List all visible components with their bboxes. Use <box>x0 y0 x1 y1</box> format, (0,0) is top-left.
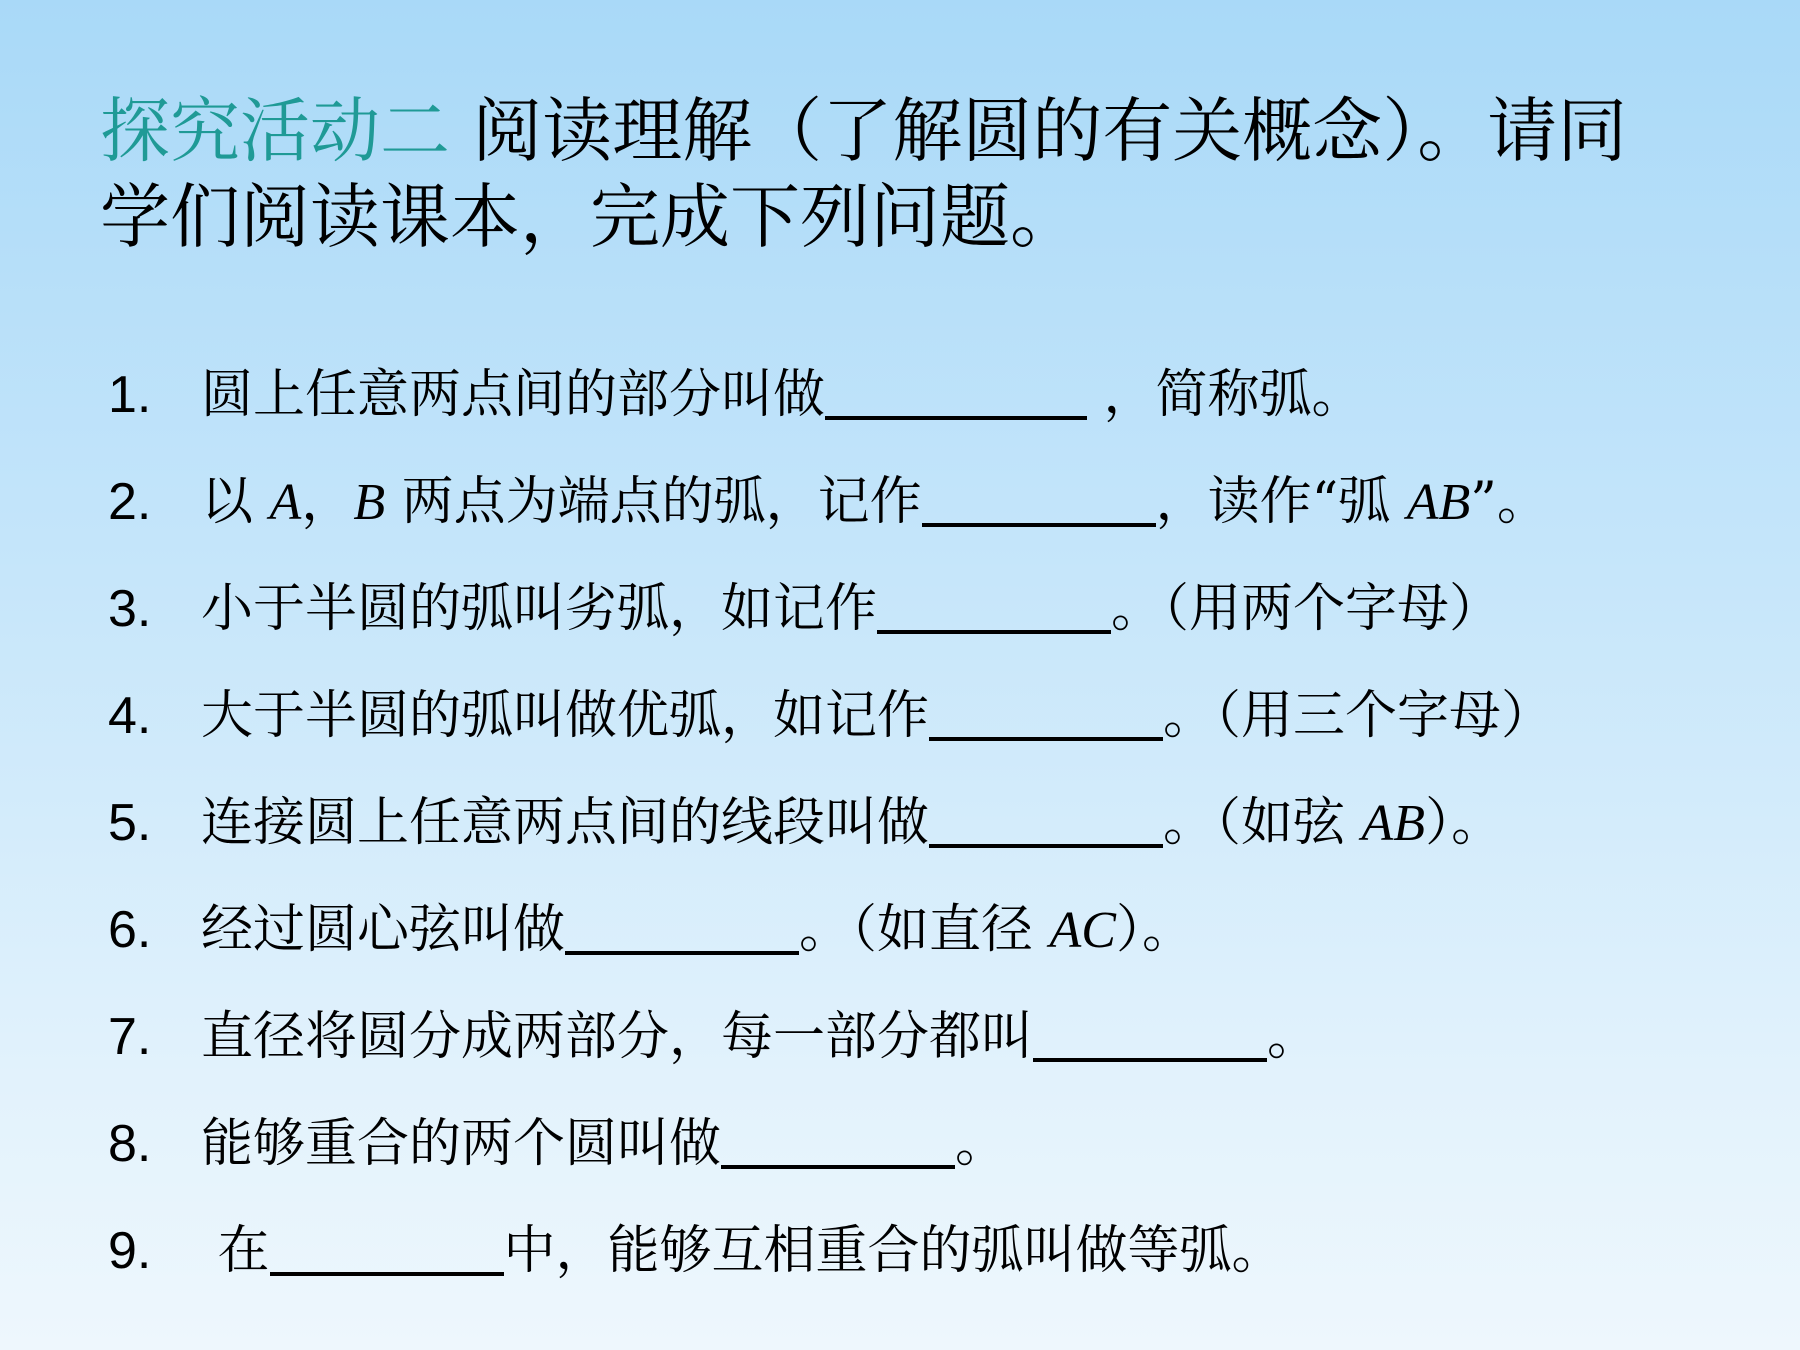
item-number: 6. <box>108 901 152 959</box>
item-number: 8. <box>108 1115 152 1173</box>
item-text: 连接圆上任意两点间的线段叫做 <box>201 793 930 853</box>
question-item-1 <box>108 352 1798 459</box>
letters-ac: AC <box>1049 902 1116 959</box>
item-text: 能够重合的两个圆叫做 <box>201 1114 722 1174</box>
title-text: 阅读理解（了解圆的有关概念）。请同学们阅读课本，完成下列问题。 <box>100 90 1628 258</box>
item-text: 中，能够互相重合的弧叫做等弧。 <box>503 1221 1284 1281</box>
item-text: ， <box>301 472 354 532</box>
item-text: 。 <box>1267 1007 1320 1067</box>
item-number: 5. <box>108 794 152 852</box>
item-text: 两点为端点的弧，记作 <box>385 472 922 532</box>
letters-ab: AB <box>1406 474 1471 531</box>
answer-blank[interactable] <box>1033 1004 1267 1062</box>
question-item-6 <box>108 887 1798 994</box>
item-text: 。（如直径 <box>799 900 1050 960</box>
item-number: 2. <box>108 473 152 531</box>
item-text: 大于半圆的弧叫做优弧，如记作 <box>201 686 930 746</box>
answer-blank[interactable] <box>929 790 1163 848</box>
item-text: 。 <box>955 1114 1008 1174</box>
item-text: ，读作“弧 <box>1155 472 1407 532</box>
letter-b: B <box>353 474 386 531</box>
answer-blank[interactable] <box>565 897 799 955</box>
question-item-8 <box>108 1101 1798 1208</box>
item-text: 以 <box>201 472 270 532</box>
item-text: ）。 <box>1116 900 1195 960</box>
item-text: 。（用三个字母） <box>1163 686 1554 746</box>
item-number: 1. <box>108 366 152 424</box>
answer-blank[interactable] <box>877 576 1111 634</box>
answer-blank[interactable] <box>721 1111 955 1169</box>
title-accent: 探究活动二 <box>100 90 450 172</box>
slide-title <box>100 88 1660 260</box>
item-text: ”。 <box>1470 472 1549 532</box>
item-text: 小于半圆的弧叫劣弧，如记作 <box>201 579 878 639</box>
question-list <box>108 352 1798 1315</box>
question-item-3 <box>108 566 1798 673</box>
answer-blank[interactable] <box>922 469 1156 527</box>
question-item-2 <box>108 459 1798 566</box>
answer-blank[interactable] <box>270 1218 504 1276</box>
letter-a: A <box>269 474 302 531</box>
item-text: 直径将圆分成两部分，每一部分都叫 <box>201 1007 1034 1067</box>
item-text: ）。 <box>1425 793 1504 853</box>
item-text: ，简称弧。 <box>1087 365 1364 425</box>
item-text: 在 <box>201 1221 270 1281</box>
item-text: 经过圆心弦叫做 <box>201 900 566 960</box>
letters-ab: AB <box>1361 795 1426 852</box>
item-number: 4. <box>108 687 152 745</box>
answer-blank[interactable] <box>825 362 1087 420</box>
question-item-5 <box>108 780 1798 887</box>
question-item-7 <box>108 994 1798 1101</box>
answer-blank[interactable] <box>929 683 1163 741</box>
question-item-9 <box>108 1208 1798 1315</box>
item-text: 圆上任意两点间的部分叫做 <box>201 365 826 425</box>
item-number: 9. <box>108 1222 152 1280</box>
item-number: 7. <box>108 1008 152 1066</box>
item-text: 。（如弦 <box>1163 793 1362 853</box>
item-text: 。（用两个字母） <box>1111 579 1502 639</box>
item-number: 3. <box>108 580 152 638</box>
question-item-4 <box>108 673 1798 780</box>
